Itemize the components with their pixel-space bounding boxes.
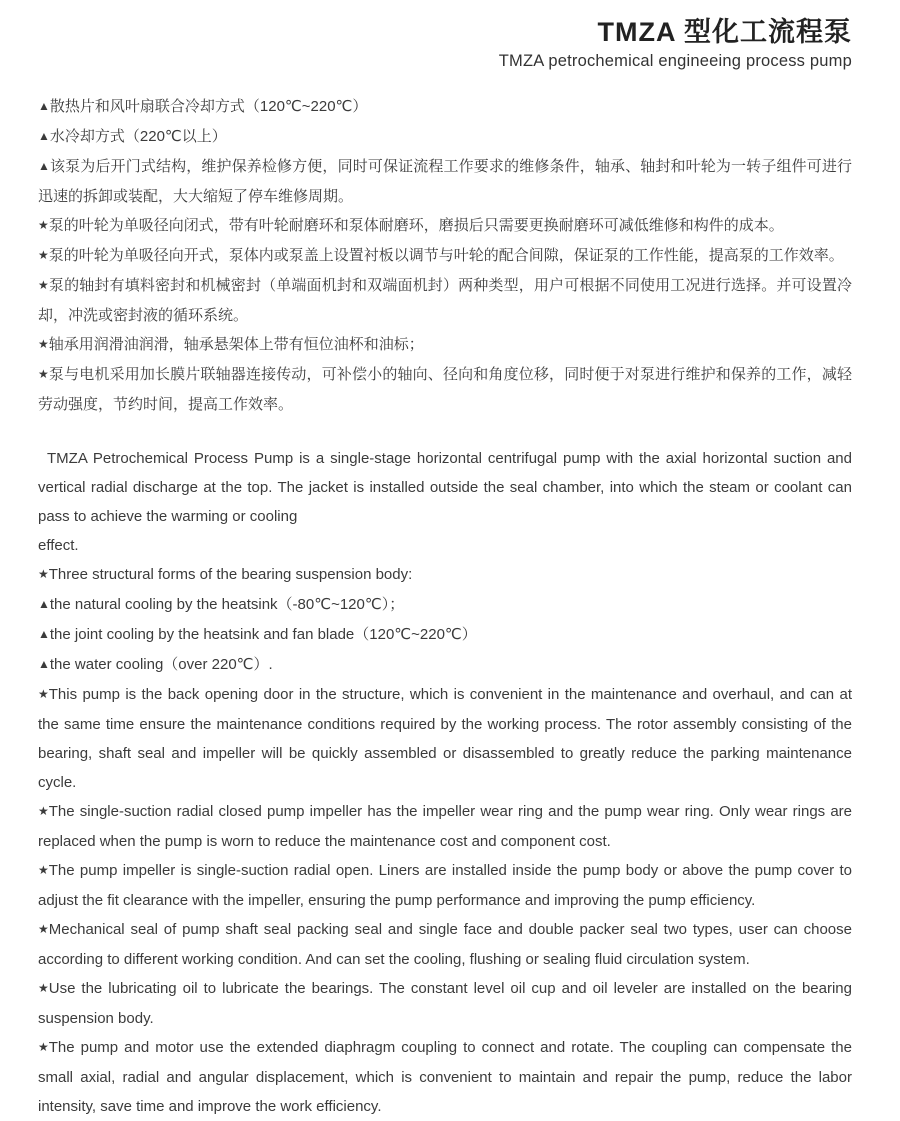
paragraph-text: TMZA Petrochemical Process Pump is a single-stage horizontal centrifugal pump with the axial horizontal suction and vertical radial discharge at the top. The jacket is installed outside the seal chamber, into which the steam or coolant can pass to achieve the warming or cooling (38, 450, 852, 525)
feature-text: 该泵为后开门式结构，维护保养检修方便，同时可保证流程工作要求的维修条件，轴承、轴封和叶轮为一转子组件可进行迅速的拆卸或装配，大大缩短了停车维修周期。 (38, 158, 852, 205)
star-bullet-icon: ★ (38, 367, 49, 381)
feature-item-en (38, 560, 852, 590)
triangle-bullet-icon: ▲ (38, 657, 50, 671)
triangle-bullet-icon: ▲ (38, 597, 50, 611)
star-bullet-icon: ★ (38, 863, 49, 877)
feature-item-en (38, 680, 852, 797)
chinese-features-section (38, 92, 852, 419)
page-title-chinese: TMZA 型化工流程泵 (597, 17, 852, 47)
feature-text: Use the lubricating oil to lubricate the bearings. The constant level oil cup and oil leveler are installed on the bearing suspension body. (38, 980, 852, 1027)
feature-item-en (38, 974, 852, 1033)
star-bullet-icon: ★ (38, 337, 49, 351)
feature-text: the water cooling（over 220℃）. (49, 656, 273, 673)
feature-text: 泵的轴封有填料密封和机械密封（单端面机封和双端面机封）两种类型，用户可根据不同使用工况进行选择。并可设置冷却，冲洗或密封液的循环系统。 (38, 277, 852, 324)
star-bullet-icon: ★ (38, 804, 49, 818)
feature-text: 泵与电机采用加长膜片联轴器连接传动，可补偿小的轴向、径向和角度位移，同时便于对泵进行维护和保养的工作，减轻劳动强度，节约时间，提高工作效率。 (38, 366, 852, 413)
star-bullet-icon: ★ (38, 687, 49, 701)
star-bullet-icon: ★ (38, 218, 49, 232)
triangle-bullet-icon: ▲ (38, 99, 50, 113)
star-bullet-icon: ★ (38, 922, 49, 936)
star-bullet-icon: ★ (38, 981, 49, 995)
paragraph-text: effect. (38, 537, 79, 554)
feature-item-en (38, 915, 852, 974)
feature-text: Mechanical seal of pump shaft seal packing seal and single face and double packer seal two types, user can choose according to different working condition. And can set the cooling, flushing or sealing fluid circulation system. (38, 921, 852, 968)
feature-text: the natural cooling by the heatsink（-80℃~120℃）； (49, 596, 405, 613)
star-bullet-icon: ★ (38, 248, 49, 262)
feature-text: The pump and motor use the extended diaphragm coupling to connect and rotate. The coupling can compensate the small axial, radial and angular displacement, which is convenient to maintain and repair the pump, reduce the labor intensity, save time and improve the work efficiency. (38, 1039, 852, 1115)
feature-item-en (38, 1033, 852, 1121)
feature-item-zh (38, 330, 852, 360)
feature-item-en (38, 590, 852, 620)
feature-item-zh (38, 211, 852, 241)
intro-paragraph-continuation (38, 531, 852, 560)
triangle-bullet-icon: ▲ (38, 627, 50, 641)
star-bullet-icon: ★ (38, 1040, 49, 1054)
feature-item-zh (38, 122, 852, 152)
feature-item-zh (38, 241, 852, 271)
feature-text: The single-suction radial closed pump impeller has the impeller wear ring and the pump wear ring. Only wear rings are replaced when the pump is worn to reduce the maintenance cost and component cost. (38, 803, 852, 850)
document-header (38, 16, 852, 72)
feature-item-zh (38, 271, 852, 330)
feature-text: 泵的叶轮为单吸径向闭式，带有叶轮耐磨环和泵体耐磨环，磨损后只需要更换耐磨环可减低维修和构件的成本。 (48, 217, 784, 234)
triangle-bullet-icon: ▲ (38, 129, 50, 143)
feature-item-en (38, 650, 852, 680)
feature-text: 水冷却方式（220℃以上） (49, 128, 227, 145)
intro-paragraph (38, 444, 852, 531)
feature-item-en (38, 620, 852, 650)
feature-text: 泵的叶轮为单吸径向开式，泵体内或泵盖上设置衬板以调节与叶轮的配合间隙，保证泵的工作性能，提高泵的工作效率。 (48, 247, 844, 264)
feature-text: This pump is the back opening door in the structure, which is convenient in the maintenance and overhaul, and can at the same time ensure the maintenance conditions required by the working process. The rotor assembly consisting of the bearing, shaft seal and impeller will be quickly assembled or disassembled to greatly reduce the parking maintenance cycle. (38, 686, 852, 791)
feature-item-zh (38, 360, 852, 419)
triangle-bullet-icon: ▲ (38, 159, 50, 173)
page-subtitle-english: TMZA petrochemical engineeing process pump (498, 52, 852, 70)
feature-item-zh (38, 152, 852, 211)
english-description-section (38, 444, 852, 1121)
feature-item-zh (38, 92, 852, 122)
feature-text: Three structural forms of the bearing suspension body: (48, 566, 413, 583)
star-bullet-icon: ★ (38, 278, 49, 292)
feature-item-en (38, 797, 852, 856)
feature-text: The pump impeller is single-suction radial open. Liners are installed inside the pump body or above the pump cover to adjust the fit clearance with the impeller, ensuring the pump performance and improving the pump efficiency. (38, 862, 852, 909)
feature-text: the joint cooling by the heatsink and fan blade（120℃~220℃） (49, 626, 477, 643)
feature-item-en (38, 856, 852, 915)
feature-text: 轴承用润滑油润滑，轴承悬架体上带有恒位油杯和油标； (48, 336, 424, 353)
feature-text: 散热片和风叶扇联合冷却方式（120℃~220℃） (49, 98, 368, 115)
star-bullet-icon: ★ (38, 567, 49, 581)
